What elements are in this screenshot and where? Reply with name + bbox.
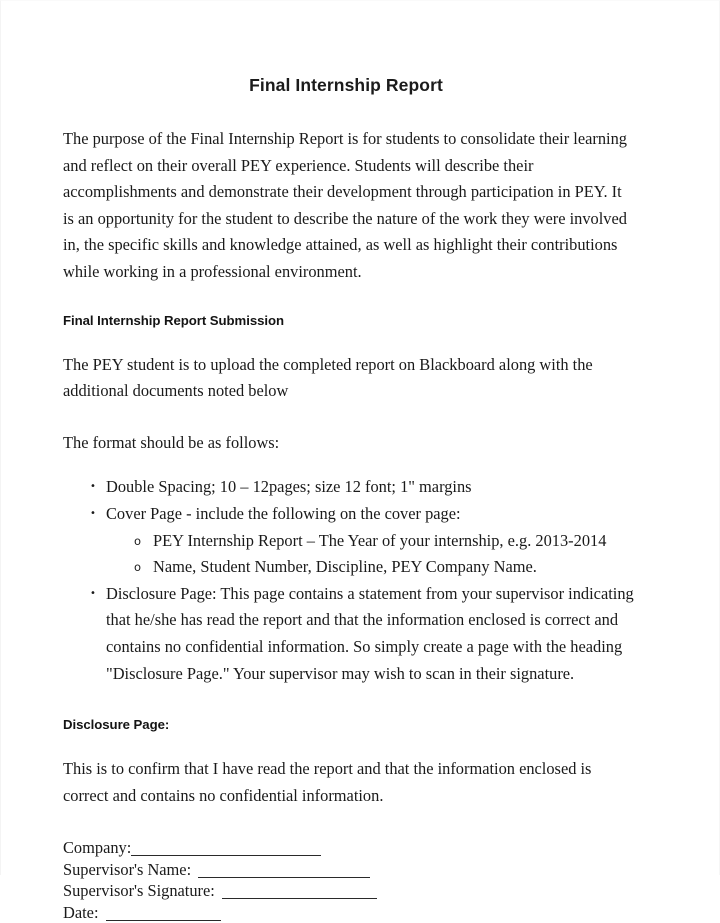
bullet-circle-icon: o (134, 533, 142, 548)
confirmation-paragraph: This is to confirm that I have read the report and that the information enclosed is correct and contains no confidential information. (63, 759, 592, 805)
company-label: Company: (63, 838, 132, 858)
form-row-supervisor-name (63, 859, 635, 881)
list-item (63, 581, 646, 687)
supervisor-signature-field[interactable] (222, 898, 377, 899)
list-item (106, 554, 635, 581)
list-item (63, 474, 635, 501)
bullet-circle-icon: o (134, 560, 142, 575)
list-item-text: Double Spacing; 10 – 12pages; size 12 font; 1" margins (106, 477, 472, 497)
signature-form (63, 837, 635, 923)
supervisor-name-label: Supervisor's Name: (63, 859, 192, 879)
list-item-text: PEY Internship Report – The Year of your internship, e.g. 2013-2014 (153, 530, 607, 550)
disclosure-heading: Disclosure Page: (63, 717, 170, 733)
bullet-disc-icon: • (90, 507, 96, 519)
bullet-disc-icon: • (90, 481, 96, 493)
form-row-supervisor-signature (63, 880, 635, 902)
list-item-text: Cover Page - include the following on the cover page: (106, 503, 461, 523)
submission-heading: Final Internship Report Submission (63, 312, 285, 328)
upload-instructions-paragraph: The PEY student is to upload the completed report on Blackboard along with the additional documents noted below (63, 354, 593, 401)
intro-paragraph: The purpose of the Final Internship Report is for students to consolidate their learning and reflect on their overall PEY experience. Students will describe their accomplishments and demonstrate their development through participation in PEY. It is an opportunity for the student to describe the nature of the work they were involved in, the specific skills and knowledge attained, as well as highlight their contributions while working in a professional environment. (63, 129, 627, 281)
supervisor-signature-label: Supervisor's Signature: (63, 881, 215, 901)
document-body (63, 1, 635, 923)
list-item (106, 528, 635, 555)
supervisor-name-field[interactable] (198, 877, 370, 878)
list-item (63, 501, 635, 581)
bullet-disc-icon: • (90, 587, 96, 599)
date-field[interactable] (106, 920, 221, 921)
form-row-date (63, 902, 635, 923)
cover-page-sublist (106, 528, 635, 581)
list-item-text: Name, Student Number, Discipline, PEY Company Name. (153, 557, 537, 577)
page-title: Final Internship Report (249, 75, 443, 95)
format-bullet-list (63, 474, 635, 687)
date-label: Date: (63, 902, 99, 922)
company-field[interactable] (131, 855, 321, 856)
list-item-text: Disclosure Page: This page contains a statement from your supervisor indicating that he/she has read the report and that the information enclosed is correct and contains no confidential information. So simply create a page with the heading "Disclosure Page." Your supervisor may wish to scan in their signature. (106, 583, 634, 683)
form-row-company (63, 837, 635, 859)
format-intro-paragraph: The format should be as follows: (63, 432, 280, 452)
